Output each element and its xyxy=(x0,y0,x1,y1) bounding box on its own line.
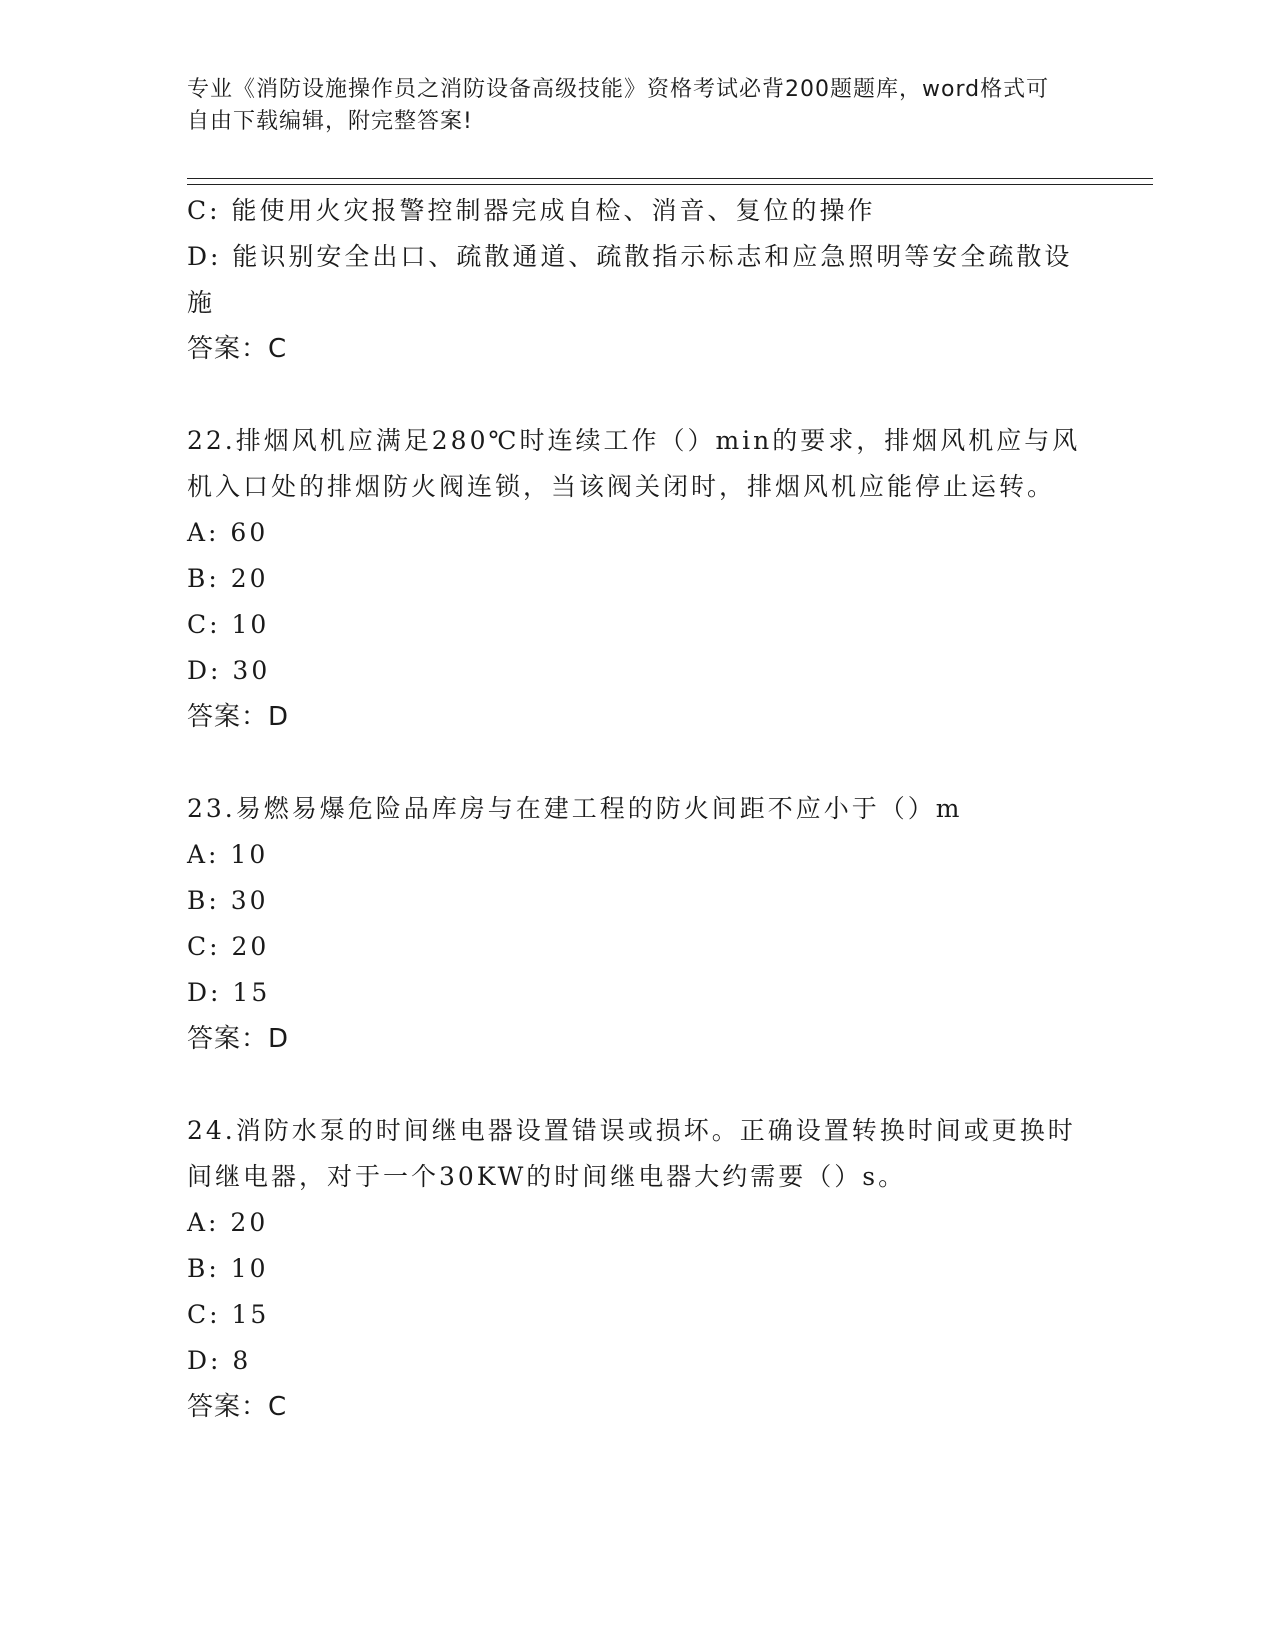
answer: 答案：D xyxy=(187,702,290,732)
answer: 答案：C xyxy=(187,1392,288,1422)
option-b: B: 10 xyxy=(187,1254,269,1283)
question-24 xyxy=(187,1108,1087,1430)
question-list xyxy=(187,188,1087,1430)
document-header: 专业《消防设施操作员之消防设备高级技能》资格考试必背200题题库，word格式可自由下载编辑，附完整答案! xyxy=(187,77,1050,134)
answer: 答案：C xyxy=(187,334,288,364)
option-d: D: 能识别安全出口、疏散通道、疏散指示标志和应急照明等安全疏散设施 xyxy=(187,242,1073,317)
question-23 xyxy=(187,786,1087,1062)
option-d: D: 30 xyxy=(187,656,271,685)
option-c: C: 15 xyxy=(187,1300,270,1329)
option-b: B: 20 xyxy=(187,564,269,593)
question-22 xyxy=(187,418,1087,740)
question-21-tail xyxy=(187,188,1087,372)
option-b: B: 30 xyxy=(187,886,269,915)
option-a: A: 60 xyxy=(187,518,269,547)
header-divider-bottom xyxy=(187,184,1153,185)
header-divider-top xyxy=(187,178,1153,179)
answer: 答案：D xyxy=(187,1024,290,1054)
option-d: D: 8 xyxy=(187,1346,252,1375)
option-c: C: 10 xyxy=(187,610,270,639)
question-text: 24.消防水泵的时间继电器设置错误或损坏。正确设置转换时间或更换时间继电器，对于一个30KW的时间继电器大约需要（）s。 xyxy=(187,1116,1076,1191)
question-text: 22.排烟风机应满足280℃时连续工作（）min的要求，排烟风机应与风机入口处的排烟防火阀连锁，当该阀关闭时，排烟风机应能停止运转。 xyxy=(187,426,1081,501)
option-d: D: 15 xyxy=(187,978,271,1007)
option-c: C: 能使用火灾报警控制器完成自检、消音、复位的操作 xyxy=(187,196,876,225)
option-a: A: 20 xyxy=(187,1208,269,1237)
question-text: 23.易燃易爆危险品库房与在建工程的防火间距不应小于（）m xyxy=(187,794,963,823)
option-c: C: 20 xyxy=(187,932,270,961)
option-a: A: 10 xyxy=(187,840,269,869)
